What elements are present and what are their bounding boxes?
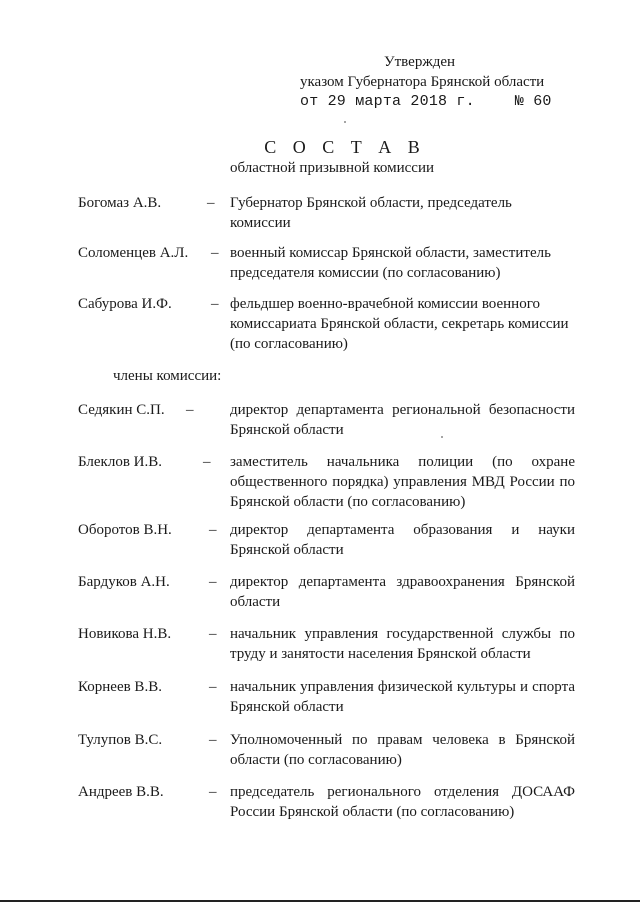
person-role: фельдшер военно-врачебной комиссии военного комиссариата Брянской области, секретарь комиссии (по согласованию): [230, 296, 569, 352]
approval-block: [300, 52, 600, 112]
members-heading: члены комиссии:: [113, 368, 222, 384]
person-name: Седякин С.П.: [78, 402, 165, 418]
dash: –: [209, 679, 217, 695]
approved-label: Утвержден: [384, 54, 456, 70]
dash: –: [203, 454, 211, 470]
document-subtitle: областной призывной комиссии: [230, 160, 434, 176]
dash: –: [209, 574, 217, 590]
person-name: Соломенцев А.Л.: [78, 245, 189, 261]
person-role: заместитель начальника полиции (по охране общественного порядка) управления МВД России по Брянской области (по согласованию): [230, 454, 575, 510]
person-name: Новикова Н.В.: [78, 626, 172, 642]
person-role: военный комиссар Брянской области, заместитель председателя комиссии (по согласованию): [230, 245, 551, 281]
person-name: Богомаз А.В.: [78, 195, 162, 211]
dash: –: [186, 402, 194, 418]
person-name: Тулупов В.С.: [78, 732, 163, 748]
dash: –: [211, 245, 219, 261]
person-role: директор департамента здравоохранения Брянской области: [230, 574, 575, 610]
page-edge-line: [0, 900, 640, 902]
dash: –: [209, 784, 217, 800]
person-name: Блеклов И.В.: [78, 454, 163, 470]
person-role: председатель регионального отделения ДОСААФ России Брянской области (по согласованию): [230, 784, 575, 820]
person-role: директор департамента образования и науки Брянской области: [230, 522, 575, 558]
person-name: Сабурова И.Ф.: [78, 296, 172, 312]
person-role: начальник управления физической культуры и спорта Брянской области: [230, 679, 575, 715]
dash: –: [207, 195, 215, 211]
dash: –: [209, 626, 217, 642]
person-name: Андреев В.В.: [78, 784, 164, 800]
person-role: начальник управления государственной службы по труду и занятости населения Брянской области: [230, 626, 575, 662]
person-name: Корнеев В.В.: [78, 679, 162, 695]
document-title-block: [0, 136, 640, 178]
decree-number: № 60: [514, 93, 552, 110]
person-name: Оборотов В.Н.: [78, 522, 172, 538]
decree-line: указом Губернатора Брянской области: [300, 74, 545, 90]
person-name: Бардуков А.Н.: [78, 574, 170, 590]
person-role: Губернатор Брянской области, председатель комиссии: [230, 195, 512, 231]
decree-date: от 29 марта 2018 г.: [300, 93, 475, 110]
dash: –: [209, 522, 217, 538]
person-role: директор департамента региональной безопасности Брянской области: [230, 402, 575, 438]
scan-speck: [344, 121, 346, 123]
dash: –: [211, 296, 219, 312]
document-title: С О С Т А В: [264, 137, 426, 157]
decree-date-line: [300, 92, 600, 112]
scan-speck: [441, 436, 443, 438]
person-role: Уполномоченный по правам человека в Брянской области (по согласованию): [230, 732, 575, 768]
dash: –: [209, 732, 217, 748]
